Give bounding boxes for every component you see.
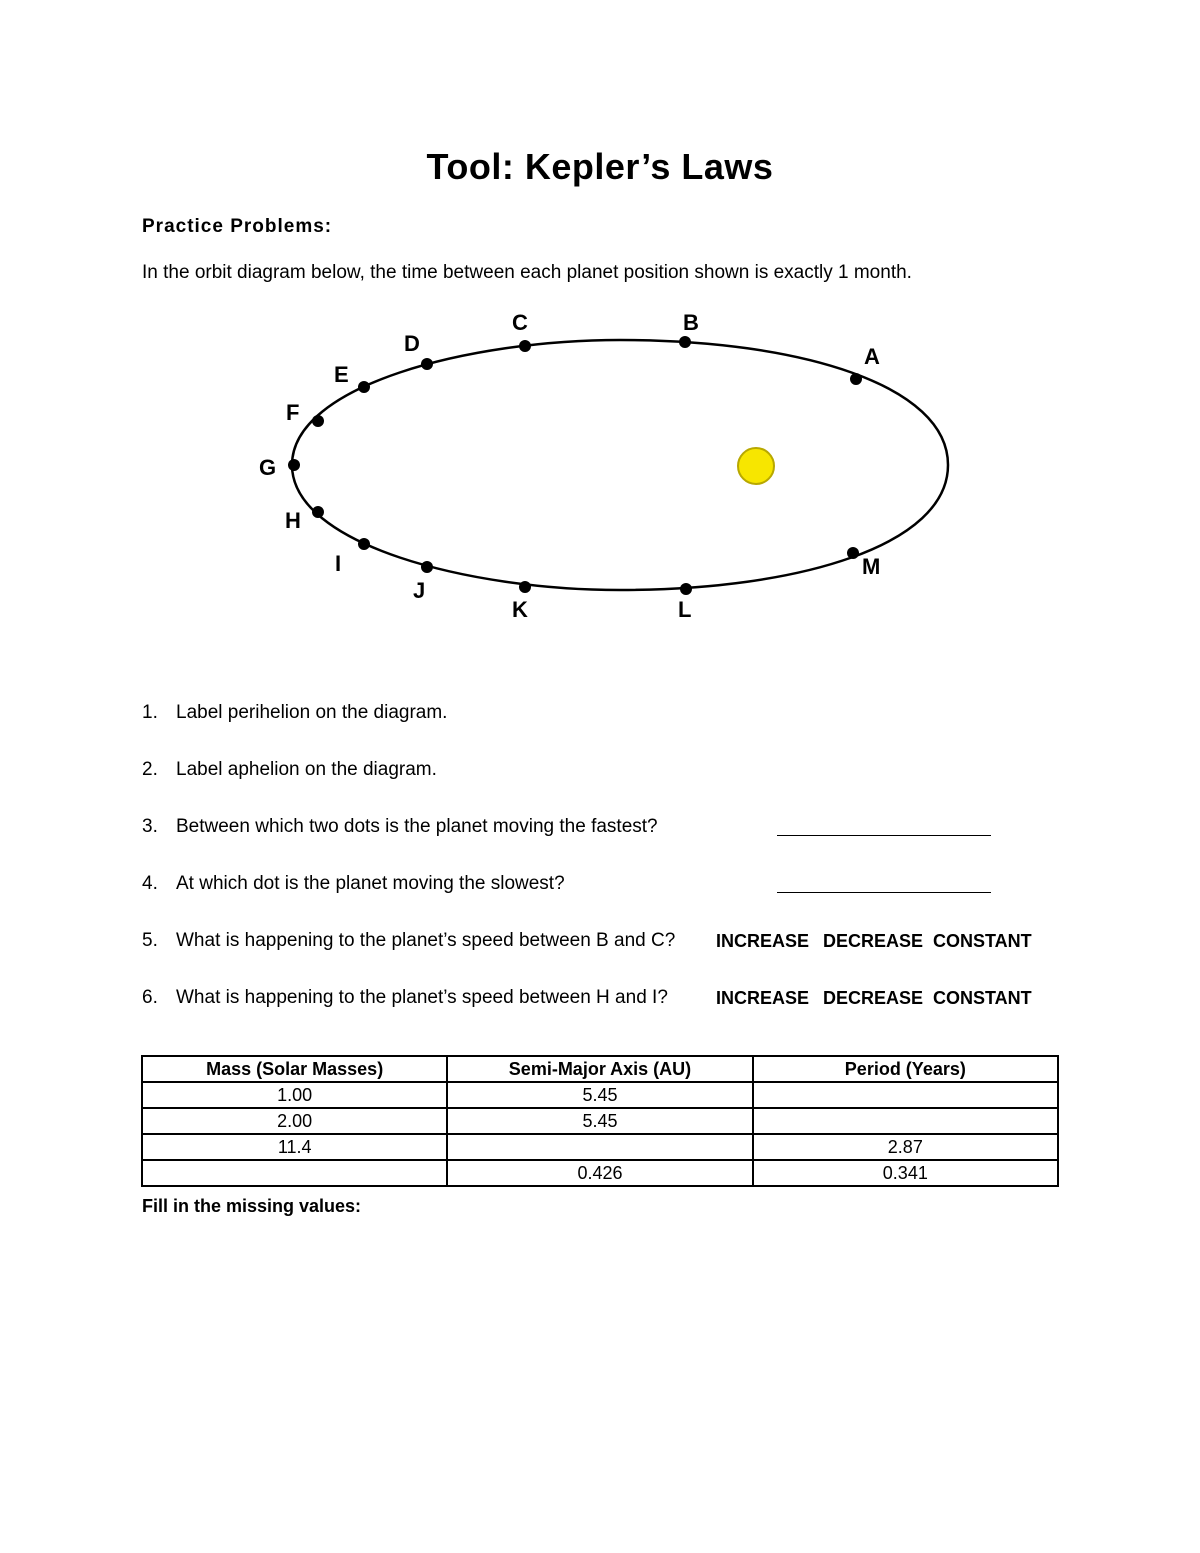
option-constant-6[interactable]: CONSTANT: [933, 988, 1032, 1008]
table-cell: 1.00: [142, 1082, 447, 1108]
label-l: L: [678, 597, 692, 622]
column-header: Semi-Major Axis (AU): [447, 1056, 752, 1082]
table-cell: 2.87: [753, 1134, 1058, 1160]
label-b: B: [683, 310, 699, 335]
dot-j: [421, 561, 433, 573]
label-c: C: [512, 310, 528, 335]
dot-m: [847, 547, 859, 559]
table-cell-empty[interactable]: [142, 1160, 447, 1186]
table-cell: 5.45: [447, 1108, 752, 1134]
label-d: D: [404, 331, 420, 356]
fill-instruction: Fill in the missing values:: [142, 1196, 362, 1216]
label-h: H: [285, 508, 301, 533]
table-cell: 11.4: [142, 1134, 447, 1160]
answer-blank-4[interactable]: [777, 891, 991, 893]
label-k: K: [512, 597, 528, 622]
orbit-dots: [288, 336, 862, 595]
table-cell-empty[interactable]: [753, 1108, 1058, 1134]
question-number: 3.: [142, 816, 158, 837]
question-number: 2.: [142, 759, 158, 780]
question-6: [142, 987, 668, 1009]
dot-l: [680, 583, 692, 595]
table-cell-empty[interactable]: [753, 1082, 1058, 1108]
dot-h: [312, 506, 324, 518]
column-header: Mass (Solar Masses): [142, 1056, 447, 1082]
label-i: I: [335, 551, 342, 576]
table-cell: 2.00: [142, 1108, 447, 1134]
table-cell: 0.426: [447, 1160, 752, 1186]
table-cell: 0.341: [753, 1160, 1058, 1186]
dot-b: [679, 336, 691, 348]
question-5: [142, 930, 675, 952]
section-heading: Practice Problems:: [142, 216, 333, 237]
dot-e: [358, 381, 370, 393]
label-e: E: [334, 362, 349, 387]
label-f: F: [286, 400, 300, 425]
question-number: 5.: [142, 930, 158, 951]
dot-f: [312, 415, 324, 427]
question-text: Label perihelion on the diagram.: [176, 702, 448, 723]
table-row: [142, 1082, 1058, 1108]
option-decrease-5[interactable]: DECREASE: [823, 931, 924, 951]
question-text: What is happening to the planet’s speed between H and I?: [176, 987, 668, 1008]
answer-blank-3[interactable]: [777, 834, 991, 836]
question-number: 6.: [142, 987, 158, 1008]
option-increase-6[interactable]: INCREASE: [716, 988, 810, 1008]
question-text: Between which two dots is the planet moving the fastest?: [176, 816, 658, 837]
label-a: A: [864, 344, 880, 369]
dot-c: [519, 340, 531, 352]
option-constant-5[interactable]: CONSTANT: [933, 931, 1032, 951]
question-4: [142, 873, 565, 895]
question-number: 1.: [142, 702, 158, 723]
label-m: M: [862, 554, 881, 579]
dot-k: [519, 581, 531, 593]
dot-d: [421, 358, 433, 370]
column-header: Period (Years): [753, 1056, 1058, 1082]
table-cell-empty[interactable]: [447, 1134, 752, 1160]
question-1: [142, 702, 447, 724]
intro-text: In the orbit diagram below, the time between each planet position shown is exactly 1 month.: [142, 262, 912, 283]
orbit-diagram: [0, 300, 1200, 640]
table-row: [142, 1160, 1058, 1186]
table-row: [142, 1134, 1058, 1160]
table-header-row: [142, 1056, 1058, 1082]
table-cell: 5.45: [447, 1082, 752, 1108]
option-decrease-6[interactable]: DECREASE: [823, 988, 924, 1008]
table-row: [142, 1108, 1058, 1134]
sun-icon: [738, 448, 774, 484]
question-number: 4.: [142, 873, 158, 894]
option-increase-5[interactable]: INCREASE: [716, 931, 810, 951]
question-text: What is happening to the planet’s speed between B and C?: [176, 930, 676, 951]
kepler-data-table: [141, 1055, 1059, 1187]
question-2: [142, 759, 437, 781]
dot-g: [288, 459, 300, 471]
label-j: J: [413, 578, 426, 603]
label-g: G: [259, 455, 277, 480]
question-text: Label aphelion on the diagram.: [176, 759, 437, 780]
dot-a: [850, 373, 862, 385]
question-3: [142, 816, 658, 838]
question-text: At which dot is the planet moving the slowest?: [176, 873, 565, 894]
dot-i: [358, 538, 370, 550]
page-title: Tool: Kepler’s Laws: [426, 146, 774, 187]
